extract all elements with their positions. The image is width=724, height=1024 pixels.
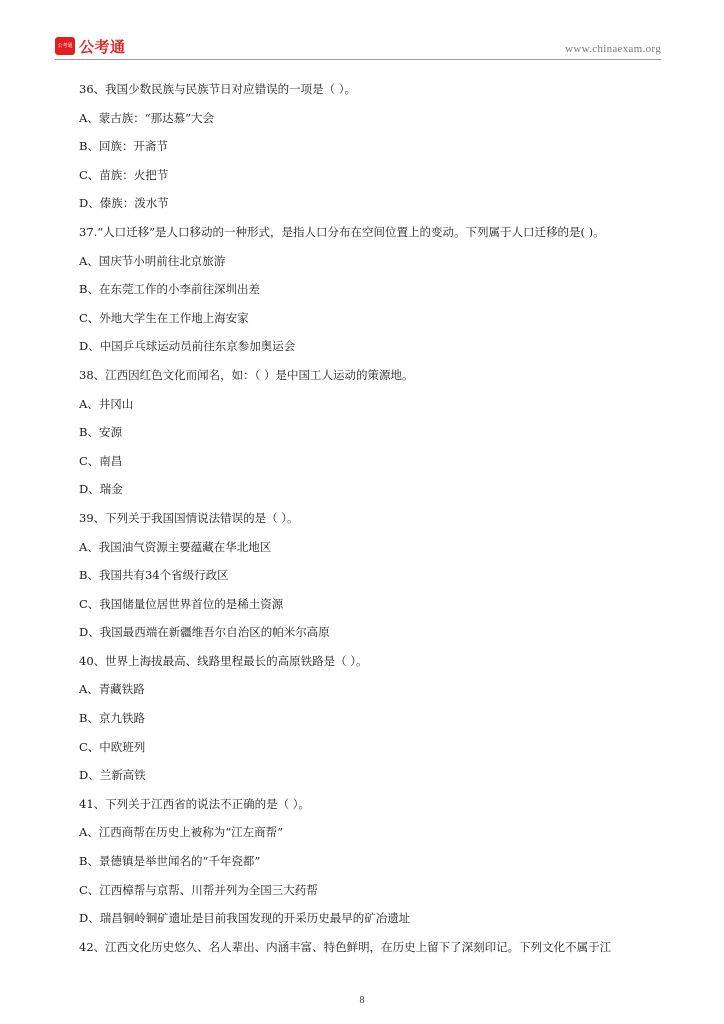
answer-option: B、回族：开斋节 (79, 139, 168, 154)
logo (55, 36, 126, 56)
answer-option: B、景德镇是举世闻名的“千年瓷都” (79, 854, 261, 869)
question-stem: 36、我国少数民族与民族节日对应错误的一项是（ ）。 (79, 82, 357, 96)
answer-option: B、京九铁路 (79, 711, 145, 726)
answer-option: A、井冈山 (79, 396, 134, 411)
site-url: www.chinaexam.org (565, 43, 661, 55)
answer-option: A、青藏铁路 (79, 682, 145, 697)
answer-option: C、江西樟帮与京帮、川帮并列为全国三大药帮 (79, 882, 318, 897)
answer-option: A、我国油气资源主要蕴藏在华北地区 (79, 539, 272, 554)
answer-option: B、在东莞工作的小李前往深圳出差 (79, 282, 260, 297)
answer-option: C、中欧班列 (79, 739, 146, 754)
question-stem: 39、下列关于我国国情说法错误的是（ ）。 (79, 510, 299, 525)
answer-option: D、中国乒乓球运动员前往东京参加奥运会 (79, 339, 296, 354)
question-list (79, 78, 679, 964)
page-header (55, 36, 661, 60)
answer-option: A、蒙古族：“那达慕”大会 (79, 110, 215, 125)
logo-text: 公考通 (79, 37, 126, 56)
question-stem: 41、下列关于江西省的说法不正确的是（ ）。 (79, 796, 311, 811)
answer-option: D、瑞昌铜岭铜矿遗址是目前我国发现的开采历史最早的矿冶遗址 (79, 911, 411, 926)
answer-option: D、我国最西端在新疆维吾尔自治区的帕米尔高原 (79, 625, 330, 640)
answer-option: D、瑞金 (79, 482, 123, 497)
answer-option: D、兰新高铁 (79, 768, 146, 783)
question-stem: 38、江西因红色文化而闻名，如：（ ）是中国工人运动的策源地。 (79, 367, 414, 382)
answer-option: C、南昌 (79, 453, 123, 468)
answer-option: C、外地大学生在工作地上海安家 (79, 310, 249, 325)
answer-option: B、我国共有34个省级行政区 (79, 568, 229, 583)
question-stem: 42、江西文化历史悠久、名人辈出、内涵丰富、特色鲜明，在历史上留下了深刻印记。下列文化不属于江 (79, 939, 612, 954)
answer-option: B、安源 (79, 425, 122, 440)
question-stem: 37.“人口迁移”是人口移动的一种形式，是指人口分布在空间位置上的变动。下列属于人口迁移的是( )。 (79, 224, 605, 239)
answer-option: C、我国储量位居世界首位的是稀土资源 (79, 596, 284, 611)
page-number: 8 (359, 995, 365, 1006)
answer-option: C、苗族：火把节 (79, 167, 169, 182)
logo-badge: 公考通 (55, 37, 75, 55)
question-stem: 40、世界上海拔最高、线路里程最长的高原铁路是（ ）。 (79, 653, 368, 668)
answer-option: D、傣族：泼水节 (79, 196, 169, 211)
header-divider (55, 59, 661, 60)
answer-option: A、国庆节小明前往北京旅游 (79, 253, 226, 268)
answer-option: A、江西商帮在历史上被称为“江左商帮” (79, 825, 284, 840)
